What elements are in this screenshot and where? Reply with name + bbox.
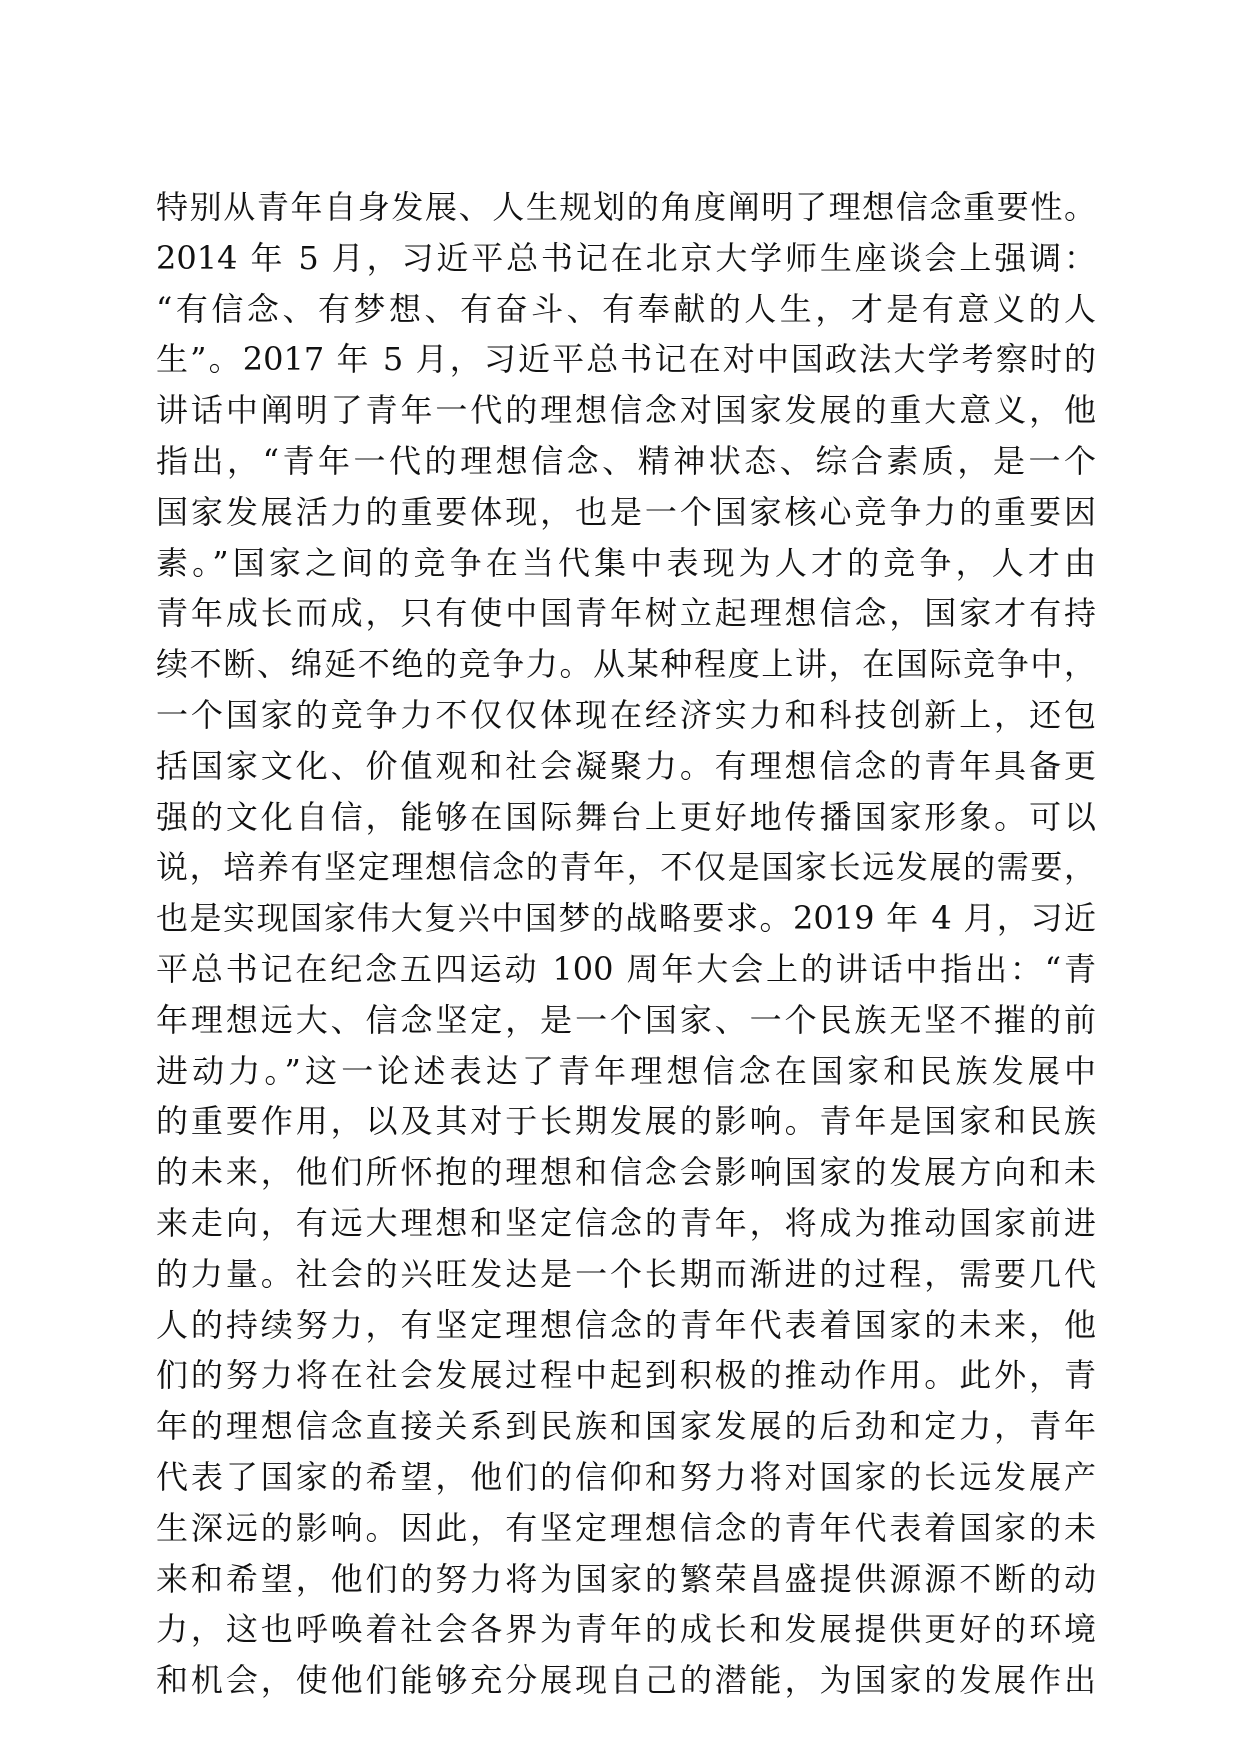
text-line: 国家发展活力的重要体现，也是一个国家核心竞争力的重要因 bbox=[156, 492, 1096, 531]
text-line: 的重要作用，以及其对于长期发展的影响。青年是国家和民族 bbox=[156, 1102, 1096, 1141]
text-line: 平总书记在纪念五四运动 100 周年大会上的讲话中指出：“青 bbox=[156, 949, 1096, 988]
text-line: 生深远的影响。因此，有坚定理想信念的青年代表着国家的未 bbox=[156, 1508, 1096, 1547]
text-line: 代表了国家的希望，他们的信仰和努力将对国家的长远发展产 bbox=[156, 1457, 1096, 1496]
text-line: 指出，“青年一代的理想信念、精神状态、综合素质，是一个 bbox=[156, 441, 1096, 480]
text-line: 生”。2017 年 5 月，习近平总书记在对中国政法大学考察时的 bbox=[156, 340, 1096, 379]
text-line: 素。”国家之间的竞争在当代集中表现为人才的竞争，人才由 bbox=[156, 543, 1096, 582]
body-text bbox=[156, 182, 1096, 1706]
text-line: 来和希望，他们的努力将为国家的繁荣昌盛提供源源不断的动 bbox=[156, 1559, 1096, 1598]
text-line: 讲话中阐明了青年一代的理想信念对国家发展的重大意义，他 bbox=[156, 391, 1096, 430]
text-line: 年的理想信念直接关系到民族和国家发展的后劲和定力，青年 bbox=[156, 1407, 1096, 1446]
text-line: 强的文化自信，能够在国际舞台上更好地传播国家形象。可以 bbox=[156, 797, 1096, 836]
text-line: 和机会，使他们能够充分展现自己的潜能，为国家的发展作出 bbox=[156, 1661, 1096, 1700]
text-line: 2014 年 5 月，习近平总书记在北京大学师生座谈会上强调： bbox=[156, 238, 1096, 277]
text-line: 的未来，他们所怀抱的理想和信念会影响国家的发展方向和未 bbox=[156, 1153, 1096, 1192]
text-line: 的力量。社会的兴旺发达是一个长期而渐进的过程，需要几代 bbox=[156, 1254, 1096, 1293]
text-line: 括国家文化、价值观和社会凝聚力。有理想信念的青年具备更 bbox=[156, 746, 1096, 785]
text-line: 力，这也呼唤着社会各界为青年的成长和发展提供更好的环境 bbox=[156, 1610, 1096, 1649]
text-line: 特别从青年自身发展、人生规划的角度阐明了理想信念重要性。 bbox=[156, 188, 1096, 226]
text-line: 年理想远大、信念坚定，是一个国家、一个民族无坚不摧的前 bbox=[156, 1000, 1096, 1039]
text-line: 们的努力将在社会发展过程中起到积极的推动作用。此外，青 bbox=[156, 1356, 1096, 1395]
text-line: 续不断、绵延不绝的竞争力。从某种程度上讲，在国际竞争中， bbox=[156, 645, 1096, 684]
text-line: 青年成长而成，只有使中国青年树立起理想信念，国家才有持 bbox=[156, 594, 1096, 633]
text-line: 进动力。”这一论述表达了青年理想信念在国家和民族发展中 bbox=[156, 1051, 1096, 1090]
text-line: “有信念、有梦想、有奋斗、有奉献的人生，才是有意义的人 bbox=[156, 289, 1096, 328]
text-line: 来走向，有远大理想和坚定信念的青年，将成为推动国家前进 bbox=[156, 1203, 1096, 1242]
text-line: 人的持续努力，有坚定理想信念的青年代表着国家的未来，他 bbox=[156, 1305, 1096, 1344]
text-line: 也是实现国家伟大复兴中国梦的战略要求。2019 年 4 月，习近 bbox=[156, 899, 1096, 938]
text-line: 说，培养有坚定理想信念的青年，不仅是国家长远发展的需要， bbox=[156, 848, 1096, 887]
text-line: 一个国家的竞争力不仅仅体现在经济实力和科技创新上，还包 bbox=[156, 695, 1096, 734]
